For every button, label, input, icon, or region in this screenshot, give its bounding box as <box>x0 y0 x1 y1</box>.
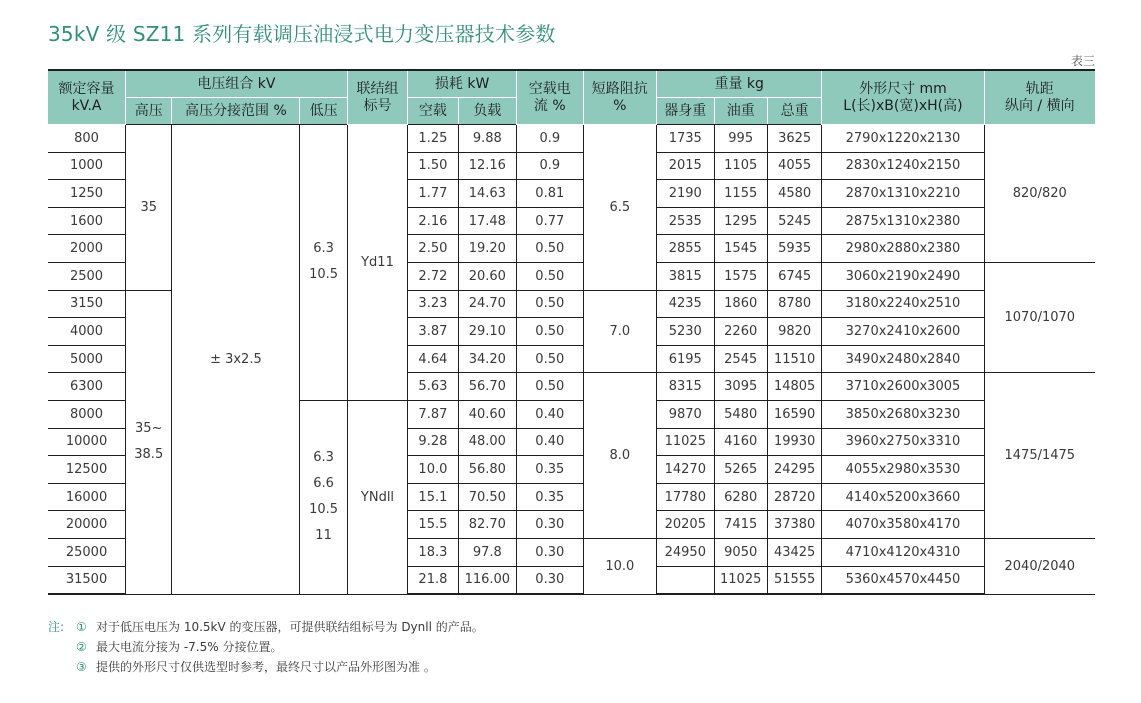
oil-weight-cell: 5265 <box>714 456 767 484</box>
oil-weight-cell: 1155 <box>714 180 767 208</box>
load-loss-cell: 97.8 <box>458 538 516 566</box>
capacity-cell: 1250 <box>48 180 126 208</box>
oil-weight-cell: 3095 <box>714 373 767 401</box>
noload-current-cell: 0.9 <box>517 152 584 180</box>
total-weight-cell: 24295 <box>767 456 821 484</box>
notes-label: 注: <box>48 620 65 634</box>
oil-weight-cell: 6280 <box>714 483 767 511</box>
body-weight-cell <box>657 566 714 594</box>
total-weight-cell: 28720 <box>767 483 821 511</box>
noload-loss-cell: 1.50 <box>408 152 458 180</box>
impedance-cell: 7.0 <box>583 290 657 373</box>
noload-current-cell: 0.50 <box>517 235 584 263</box>
load-loss-cell: 70.50 <box>458 483 516 511</box>
dimensions-cell: 2870x1310x2210 <box>822 180 984 208</box>
track-gauge-cell: 820/820 <box>984 125 1095 263</box>
tap-range-cell: ± 3x2.5 <box>172 125 300 595</box>
capacity-cell: 31500 <box>48 566 126 594</box>
vector-group-cell: Yd11 <box>347 125 407 401</box>
body-weight-cell: 3815 <box>657 262 714 290</box>
load-loss-cell: 56.80 <box>458 456 516 484</box>
body-weight-cell: 24950 <box>657 538 714 566</box>
oil-weight-cell: 7415 <box>714 511 767 539</box>
total-weight-cell: 5935 <box>767 235 821 263</box>
oil-weight-cell: 4160 <box>714 428 767 456</box>
lv-cell: 6.3 6.6 10.5 11 <box>300 400 347 594</box>
note-number: ③ <box>76 660 87 674</box>
oil-weight-cell: 5480 <box>714 400 767 428</box>
dimensions-cell: 3180x2240x2510 <box>822 290 984 318</box>
dimensions-cell: 2790x1220x2130 <box>822 125 984 153</box>
dimensions-cell: 4055x2980x3530 <box>822 456 984 484</box>
header-lv: 低压 <box>300 98 347 125</box>
header-total-weight: 总重 <box>767 98 821 125</box>
track-gauge-cell: 2040/2040 <box>984 538 1095 594</box>
total-weight-cell: 37380 <box>767 511 821 539</box>
noload-current-cell: 0.30 <box>517 566 584 594</box>
capacity-cell: 10000 <box>48 428 126 456</box>
body-weight-cell: 4235 <box>657 290 714 318</box>
header-track-gauge: 轨距 纵向 / 横向 <box>984 70 1095 125</box>
noload-current-cell: 0.50 <box>517 318 584 346</box>
body-weight-cell: 8315 <box>657 373 714 401</box>
load-loss-cell: 34.20 <box>458 345 516 373</box>
total-weight-cell: 3625 <box>767 125 821 153</box>
noload-loss-cell: 21.8 <box>408 566 458 594</box>
note-text: 最大电流分接为 -7.5% 分接位置。 <box>96 640 283 654</box>
body-weight-cell: 1735 <box>657 125 714 153</box>
noload-loss-cell: 2.16 <box>408 207 458 235</box>
noload-loss-cell: 15.1 <box>408 483 458 511</box>
body-weight-cell: 6195 <box>657 345 714 373</box>
capacity-cell: 6300 <box>48 373 126 401</box>
load-loss-cell: 48.00 <box>458 428 516 456</box>
oil-weight-cell: 1860 <box>714 290 767 318</box>
header-capacity: 额定容量 kV.A <box>48 70 126 125</box>
header-oil-weight: 油重 <box>714 98 767 125</box>
table-number: 表三 <box>1070 54 1095 68</box>
oil-weight-cell: 1295 <box>714 207 767 235</box>
total-weight-cell: 14805 <box>767 373 821 401</box>
header-loss: 损耗 kW <box>408 70 517 98</box>
capacity-cell: 4000 <box>48 318 126 346</box>
header-noload-loss: 空载 <box>408 98 458 125</box>
noload-loss-cell: 1.25 <box>408 125 458 153</box>
impedance-cell: 10.0 <box>583 538 657 594</box>
dimensions-cell: 3270x2410x2600 <box>822 318 984 346</box>
table-row <box>48 125 1095 153</box>
header-load-loss: 负载 <box>458 98 516 125</box>
total-weight-cell: 19930 <box>767 428 821 456</box>
capacity-cell: 20000 <box>48 511 126 539</box>
noload-current-cell: 0.50 <box>517 290 584 318</box>
header-impedance: 短路阻抗 % <box>583 70 657 125</box>
noload-loss-cell: 1.77 <box>408 180 458 208</box>
capacity-cell: 800 <box>48 125 126 153</box>
noload-current-cell: 0.50 <box>517 373 584 401</box>
load-loss-cell: 20.60 <box>458 262 516 290</box>
spec-table <box>48 69 1095 595</box>
dimensions-cell: 4710x4120x4310 <box>822 538 984 566</box>
noload-loss-cell: 2.72 <box>408 262 458 290</box>
capacity-cell: 5000 <box>48 345 126 373</box>
total-weight-cell: 16590 <box>767 400 821 428</box>
dimensions-cell: 4070x3580x4170 <box>822 511 984 539</box>
capacity-cell: 2500 <box>48 262 126 290</box>
oil-weight-cell: 2260 <box>714 318 767 346</box>
capacity-cell: 1000 <box>48 152 126 180</box>
note-number: ① <box>76 620 87 634</box>
note-item <box>48 617 484 637</box>
load-loss-cell: 9.88 <box>458 125 516 153</box>
noload-loss-cell: 7.87 <box>408 400 458 428</box>
noload-loss-cell: 9.28 <box>408 428 458 456</box>
dimensions-cell: 3060x2190x2490 <box>822 262 984 290</box>
total-weight-cell: 4055 <box>767 152 821 180</box>
dimensions-cell: 3960x2750x3310 <box>822 428 984 456</box>
impedance-cell: 8.0 <box>583 373 657 539</box>
body-weight-cell: 17780 <box>657 483 714 511</box>
load-loss-cell: 14.63 <box>458 180 516 208</box>
notes <box>48 617 484 677</box>
total-weight-cell: 43425 <box>767 538 821 566</box>
oil-weight-cell: 2545 <box>714 345 767 373</box>
body-weight-cell: 2015 <box>657 152 714 180</box>
note-number: ② <box>76 640 87 654</box>
capacity-cell: 2000 <box>48 235 126 263</box>
oil-weight-cell: 9050 <box>714 538 767 566</box>
note-item <box>48 637 484 657</box>
oil-weight-cell: 11025 <box>714 566 767 594</box>
body-weight-cell: 2535 <box>657 207 714 235</box>
lv-cell: 6.3 10.5 <box>300 125 347 401</box>
load-loss-cell: 116.00 <box>458 566 516 594</box>
load-loss-cell: 40.60 <box>458 400 516 428</box>
noload-current-cell: 0.50 <box>517 345 584 373</box>
total-weight-cell: 51555 <box>767 566 821 594</box>
vector-group-cell: YNdll <box>347 400 407 594</box>
noload-current-cell: 0.40 <box>517 428 584 456</box>
capacity-cell: 3150 <box>48 290 126 318</box>
load-loss-cell: 19.20 <box>458 235 516 263</box>
noload-current-cell: 0.30 <box>517 511 584 539</box>
capacity-cell: 12500 <box>48 456 126 484</box>
dimensions-cell: 3490x2480x2840 <box>822 345 984 373</box>
load-loss-cell: 17.48 <box>458 207 516 235</box>
header-tap-range: 高压分接范围 % <box>172 98 300 125</box>
load-loss-cell: 29.10 <box>458 318 516 346</box>
noload-current-cell: 0.77 <box>517 207 584 235</box>
body-weight-cell: 20205 <box>657 511 714 539</box>
total-weight-cell: 8780 <box>767 290 821 318</box>
load-loss-cell: 82.70 <box>458 511 516 539</box>
header-body-weight: 器身重 <box>657 98 714 125</box>
capacity-cell: 25000 <box>48 538 126 566</box>
noload-loss-cell: 3.87 <box>408 318 458 346</box>
total-weight-cell: 6745 <box>767 262 821 290</box>
noload-loss-cell: 10.0 <box>408 456 458 484</box>
oil-weight-cell: 1575 <box>714 262 767 290</box>
header-hv: 高压 <box>126 98 172 125</box>
noload-current-cell: 0.81 <box>517 180 584 208</box>
noload-loss-cell: 15.5 <box>408 511 458 539</box>
load-loss-cell: 12.16 <box>458 152 516 180</box>
note-text: 提供的外形尺寸仅供选型时参考，最终尺寸以产品外形图为准 。 <box>96 660 436 674</box>
header-vector-group: 联结组 标号 <box>347 70 407 125</box>
body-weight-cell: 2190 <box>657 180 714 208</box>
noload-loss-cell: 4.64 <box>408 345 458 373</box>
header-dimensions: 外形尺寸 mm L(长)xB(宽)xH(高) <box>822 70 984 125</box>
table-body <box>48 125 1095 595</box>
body-weight-cell: 5230 <box>657 318 714 346</box>
capacity-cell: 8000 <box>48 400 126 428</box>
impedance-cell: 6.5 <box>583 125 657 291</box>
oil-weight-cell: 1545 <box>714 235 767 263</box>
oil-weight-cell: 1105 <box>714 152 767 180</box>
capacity-cell: 1600 <box>48 207 126 235</box>
noload-current-cell: 0.35 <box>517 483 584 511</box>
hv-cell: 35 <box>126 125 172 291</box>
noload-current-cell: 0.50 <box>517 262 584 290</box>
noload-current-cell: 0.9 <box>517 125 584 153</box>
header-weight: 重量 kg <box>657 70 822 98</box>
dimensions-cell: 2830x1240x2150 <box>822 152 984 180</box>
capacity-cell: 16000 <box>48 483 126 511</box>
noload-current-cell: 0.30 <box>517 538 584 566</box>
noload-loss-cell: 3.23 <box>408 290 458 318</box>
dimensions-cell: 3710x2600x3005 <box>822 373 984 401</box>
track-gauge-cell: 1475/1475 <box>984 373 1095 539</box>
noload-current-cell: 0.40 <box>517 400 584 428</box>
load-loss-cell: 24.70 <box>458 290 516 318</box>
total-weight-cell: 4580 <box>767 180 821 208</box>
page-title: 35kV 级 SZ11 系列有载调压油浸式电力变压器技术参数 <box>48 22 556 46</box>
total-weight-cell: 11510 <box>767 345 821 373</box>
body-weight-cell: 11025 <box>657 428 714 456</box>
hv-cell: 35~ 38.5 <box>126 290 172 594</box>
noload-loss-cell: 18.3 <box>408 538 458 566</box>
dimensions-cell: 2875x1310x2380 <box>822 207 984 235</box>
dimensions-cell: 5360x4570x4450 <box>822 566 984 594</box>
track-gauge-cell: 1070/1070 <box>984 262 1095 372</box>
dimensions-cell: 2980x2880x2380 <box>822 235 984 263</box>
body-weight-cell: 9870 <box>657 400 714 428</box>
note-item <box>48 657 484 677</box>
note-text: 对于低压电压为 10.5kV 的变压器，可提供联结组标号为 Dynll 的产品。 <box>96 620 484 634</box>
noload-loss-cell: 2.50 <box>408 235 458 263</box>
oil-weight-cell: 995 <box>714 125 767 153</box>
noload-loss-cell: 5.63 <box>408 373 458 401</box>
body-weight-cell: 2855 <box>657 235 714 263</box>
total-weight-cell: 5245 <box>767 207 821 235</box>
header-voltage-group: 电压组合 kV <box>126 70 348 98</box>
header-noload-current: 空载电 流 % <box>517 70 584 125</box>
body-weight-cell: 14270 <box>657 456 714 484</box>
total-weight-cell: 9820 <box>767 318 821 346</box>
noload-current-cell: 0.35 <box>517 456 584 484</box>
dimensions-cell: 3850x2680x3230 <box>822 400 984 428</box>
load-loss-cell: 56.70 <box>458 373 516 401</box>
dimensions-cell: 4140x5200x3660 <box>822 483 984 511</box>
